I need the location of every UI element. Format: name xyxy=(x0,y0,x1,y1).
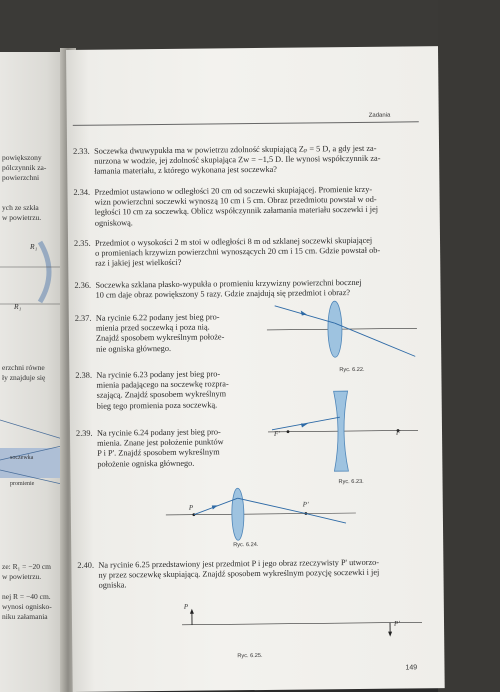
figure-caption: Ryc. 6.24. xyxy=(233,542,259,549)
left-text-line: ły znajduje się xyxy=(2,373,46,382)
left-text-line: powiększony xyxy=(2,153,42,162)
left-text-line: wynosi ognisko- xyxy=(2,602,52,611)
problem-text xyxy=(96,369,266,412)
problem-text xyxy=(95,235,425,269)
label-p: P xyxy=(188,503,194,512)
left-label-promienie: promienie xyxy=(10,481,35,487)
problem-line: nurzona w wodzie, jej zdolność skupiająca Zw = −1,5 D. Ile wynosi współczynnik za- xyxy=(94,153,381,166)
label-p: P xyxy=(183,602,189,611)
problem-line: Na rycinie 6.25 przedstawiony jest przedmiot P i jego obraz rzeczywisty P' utworzo- xyxy=(98,557,380,570)
problem-text xyxy=(96,312,266,355)
problem-line: ny przez soczewkę skupiającą. Znajdź sposobem wykreślnym pozycję soczewki i jej xyxy=(98,567,380,580)
problem-text xyxy=(94,143,424,177)
left-ray-diagram xyxy=(0,400,66,490)
problem-line: Znajdź sposobem wykreślnym położe- xyxy=(95,332,225,344)
problem-line: mienia przed soczewką i poza nią. xyxy=(95,322,210,333)
figure-6-25 xyxy=(182,606,422,649)
problem-line: szającą. Znajdź sposobem wykreślnym xyxy=(96,389,227,401)
problem-line: łamania materiału, z którego wykonana jest soczewka? xyxy=(94,165,277,177)
background-top xyxy=(0,0,440,52)
problem-line: nie ogniska głównego. xyxy=(96,343,172,354)
left-text-line: pólczynnik za- xyxy=(2,163,47,172)
right-page xyxy=(66,46,445,692)
left-label-soczewka xyxy=(2,454,34,463)
left-text-line: niku załamania xyxy=(2,612,48,621)
left-label-r1: R₁ xyxy=(30,242,38,251)
problem-line: P i P'. Znajdź sposobem wykreślnym xyxy=(97,447,220,459)
problem-line: ległości 10 cm za soczewką. Oblicz współczynnik załamania materiału soczewki i jej xyxy=(94,205,379,218)
label-f-prime: F' xyxy=(273,429,280,438)
problem-number: 2.36. xyxy=(74,280,92,290)
left-page xyxy=(0,52,66,692)
problem-text xyxy=(95,277,425,301)
left-label-soczewka-text: soczewka xyxy=(10,455,34,461)
left-text-line: ych ze szkła xyxy=(2,203,39,212)
background-right xyxy=(438,0,500,692)
problem-text xyxy=(97,427,267,470)
left-text-line: w powietrzu. xyxy=(2,572,42,581)
left-text-line: erzchni równe xyxy=(2,363,45,372)
problem-number: 2.34. xyxy=(73,187,91,197)
left-label-r1: R₁ xyxy=(14,302,22,311)
left-text-line: w powietrzu. xyxy=(2,213,42,222)
header-rule xyxy=(73,121,419,126)
label-p-prime: P' xyxy=(393,619,400,628)
figure-caption: Ryc. 6.25. xyxy=(237,652,263,660)
figure-caption: Ryc. 6.23. xyxy=(338,478,364,486)
problem-number: 2.35. xyxy=(73,238,91,248)
problem-line: mienia. Znane jest położenie punktów xyxy=(97,437,224,448)
label-f: F xyxy=(395,428,401,437)
left-text-line: nej R = −40 cm. xyxy=(2,592,51,601)
problem-number: 2.38. xyxy=(75,370,93,380)
left-text-line: ze: R₁ = −20 cm xyxy=(2,562,51,571)
problem-line: położenie ogniska głównego. xyxy=(97,458,195,469)
problem-line: ogniskową. xyxy=(94,217,133,228)
problem-line: Soczewka dwuwypukła ma w powietrzu zdolność skupiającą Zₚ = 5 D, a gdy jest za- xyxy=(94,143,377,156)
problem-line: wizn powierzchni soczewki wynoszą 10 cm i 5 cm. Obraz przedmiotu powstał w od- xyxy=(94,194,377,207)
problem-text xyxy=(94,184,424,228)
page-number: 149 xyxy=(405,664,418,672)
problem-line: Przedmiot ustawiono w odległości 20 cm od soczewki skupiającej. Promienie krzy- xyxy=(94,184,373,197)
label-p-prime: P' xyxy=(302,500,309,509)
problem-number: 2.39. xyxy=(75,428,93,438)
problem-number: 2.37. xyxy=(74,313,92,323)
problem-line: ogniska. xyxy=(98,580,127,591)
problem-line: Na rycinie 6.22 podany jest bieg pro- xyxy=(95,312,220,323)
problem-line: Na rycinie 6.23 podany jest bieg pro- xyxy=(96,369,221,380)
problem-line: mienia padającego na soczewkę rozpra- xyxy=(96,379,229,390)
problem-text xyxy=(98,557,436,591)
problem-line: o promieniach krzywizn powierzchni wynoszących 20 cm i 15 cm. Gdzie powstał ob- xyxy=(95,245,381,258)
problem-number: 2.40. xyxy=(77,560,95,570)
left-text-line: powierzchni xyxy=(2,173,40,182)
problem-number: 2.33. xyxy=(73,146,90,156)
problem-line: Na rycinie 6.24 podany jest bieg pro- xyxy=(96,427,221,438)
problem-line: bieg tego promienia poza soczewką. xyxy=(96,400,218,411)
problem-line: 10 cm daje obraz powiększony 5 razy. Gdzie znajdują się przedmiot i obraz? xyxy=(95,288,351,300)
figure-6-22 xyxy=(267,298,418,370)
figure-6-24 xyxy=(166,483,357,545)
problem-line: Soczewka szklana płasko-wypukła o promieniu krzywizny powierzchni bocznej xyxy=(95,277,362,290)
section-header: Zadania xyxy=(368,112,391,119)
figure-caption: Ryc. 6.22. xyxy=(339,366,365,374)
problem-line: Przedmiot o wysokości 2 m stoi w odległości 8 m od szklanej soczewki skupiającej xyxy=(94,235,373,248)
problem-line: raz i jakiej jest wielkości? xyxy=(95,258,182,269)
